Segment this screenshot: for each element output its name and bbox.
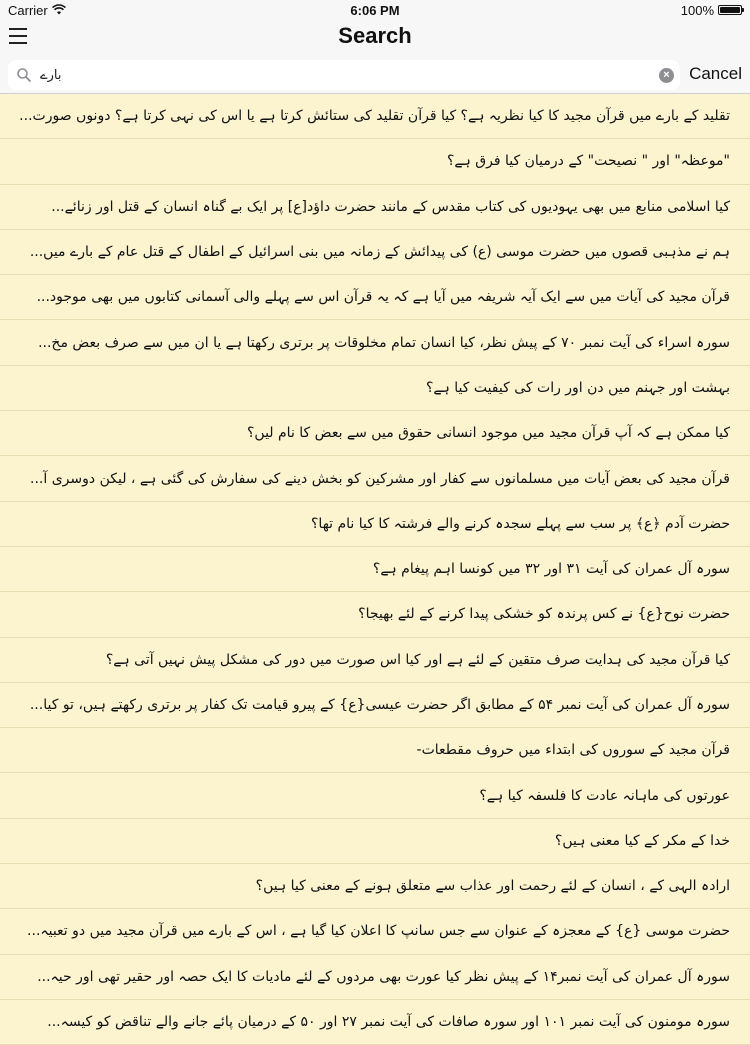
result-row[interactable] <box>0 94 750 139</box>
result-text: کیا اسلامی منابع میں بھی یہودیوں کی کتاب مقدس کے مانند حضرت داؤد[ع] پر ایک بے گناہ انسان کے قتل اور زنائے... <box>51 198 730 215</box>
result-row[interactable] <box>0 819 750 864</box>
clear-search-icon[interactable]: × <box>659 68 674 83</box>
result-row[interactable] <box>0 366 750 411</box>
search-icon <box>16 67 32 83</box>
result-text: قرآن مجید کے سوروں کی ابتداء میں حروف مقطعات- <box>416 742 730 759</box>
result-text: سورہ آل عمران کی آیت نمبر۱۴ کے پیش نظر کیا عورت بھی مردوں کے لئے مادیات کا ایک حصہ اور حقیر تھی اور حیہ... <box>37 968 730 985</box>
result-text: سورہ آل عمران کی آیت نمبر ۵۴ کے مطابق اگر حضرت عیسی{ع} کے پیرو قیامت تک کفار پر برتری رکھتے ہیں، تو کیا... <box>29 697 730 713</box>
result-row[interactable] <box>0 638 750 683</box>
result-row[interactable] <box>0 683 750 728</box>
status-time: 6:06 PM <box>350 2 400 18</box>
status-left <box>8 3 66 18</box>
battery-icon <box>718 5 742 15</box>
result-text: کیا ممکن ہے کہ آپ قرآن مجید میں موجود انسانی حقوق میں سے بعض کا نام لیں؟ <box>246 425 730 442</box>
carrier-label: Carrier <box>8 2 48 18</box>
result-row[interactable] <box>0 1000 750 1045</box>
result-text: کیا قرآن مجید کی ہدایت صرف متقین کے لئے ہے اور کیا اس صورت میں دور کی مشکل پیش نہیں آتی ہے؟ <box>105 651 730 668</box>
cancel-button[interactable]: Cancel <box>689 64 742 83</box>
result-row[interactable] <box>0 909 750 954</box>
result-text: سورہ اسراء کی آیت نمبر ۷۰ کے پیش نظر، کیا انسان تمام مخلوقات پر برتری رکھتا ہے یا ان میں سے صرف بعض مخ... <box>38 334 730 351</box>
result-text: سورہ مومنون کی آیت نمبر ۱۰۱ اور سورہ صافات کی آیت نمبر ۲۷ اور ۵۰ کے درمیان پائے جانے والے تناقض کو کیسہ... <box>47 1014 730 1031</box>
results-list <box>0 94 750 1031</box>
result-text: حضرت نوح{ع} نے کس پرندہ کو خشکی پیدا کرنے کے لئے بھیجا؟ <box>358 606 730 623</box>
result-row[interactable] <box>0 592 750 637</box>
status-bar <box>0 0 750 20</box>
result-row[interactable] <box>0 320 750 365</box>
result-text: قرآن مجید کی آیات میں سے ایک آیہ شریفہ میں آیا ہے کہ یہ قرآن اس سے پہلے والی آسمانی کتابوں میں بھی موجود... <box>36 289 730 306</box>
result-text: ارادہ الہی کے ، انسان کے لئے رحمت اور عذاب سے متعلق ہونے کے معنی کیا ہیں؟ <box>255 878 730 895</box>
search-field[interactable] <box>8 60 680 90</box>
page-title: Search <box>338 23 412 48</box>
result-text: بہشت اور جہنم میں دن اور رات کی کیفیت کیا ہے؟ <box>425 379 730 396</box>
result-text: خدا کے مکر کے کیا معنی ہیں؟ <box>554 832 730 849</box>
status-right <box>681 3 742 18</box>
wifi-icon <box>52 5 66 15</box>
result-text: سورہ آل عمران کی آیت ۳۱ اور ۳۲ میں کونسا اہم پیغام ہے؟ <box>372 561 730 578</box>
result-row[interactable] <box>0 502 750 547</box>
result-text: عورتوں کی ماہانہ عادت کا فلسفہ کیا ہے؟ <box>479 787 730 804</box>
result-row[interactable] <box>0 728 750 773</box>
nav-bar <box>0 20 750 56</box>
result-text: ہم نے مذہبی قصوں میں حضرت موسی (ع) کی پیدائش کے زمانہ میں بنی اسرائیل کے اطفال کے قتل عام کے بارے میں... <box>29 244 730 261</box>
result-row[interactable] <box>0 456 750 501</box>
result-text: تقلید کے بارے میں قرآن مجید کا کیا نظریہ ہے؟ کیا قرآن تقلید کی ستائش کرتا ہے یا اس کی نہی کرتا ہے؟ دونوں صورت... <box>19 108 730 125</box>
result-text: "موعظہ" اور " نصیحت" کے درمیان کیا فرق ہے؟ <box>447 153 730 170</box>
result-row[interactable] <box>0 547 750 592</box>
search-bar <box>0 56 750 94</box>
search-input[interactable] <box>32 68 659 83</box>
result-text: قرآن مجید کی بعض آیات میں مسلمانوں سے کفار اور مشرکین کو بخش دینے کی سفارش کی گئی ہے ، لیکن دوسری آ... <box>30 470 730 487</box>
result-text: حضرت موسی {ع} کے معجزہ کے عنوان سے جس سانپ کا اعلان کیا گیا ہے ، اس کے بارے میں قرآن مجید میں دو تعبیہ... <box>27 923 730 940</box>
result-row[interactable] <box>0 411 750 456</box>
result-row[interactable] <box>0 230 750 275</box>
result-row[interactable] <box>0 185 750 230</box>
battery-fill <box>720 7 740 13</box>
result-text: حضرت آدم ﴿ع﴾ پر سب سے پہلے سجدہ کرنے والے فرشتہ کا کیا نام تھا؟ <box>311 515 730 532</box>
battery-percent: 100% <box>680 2 714 18</box>
result-row[interactable] <box>0 955 750 1000</box>
result-row[interactable] <box>0 773 750 818</box>
result-row[interactable] <box>0 275 750 320</box>
result-row[interactable] <box>0 139 750 184</box>
result-row[interactable] <box>0 864 750 909</box>
